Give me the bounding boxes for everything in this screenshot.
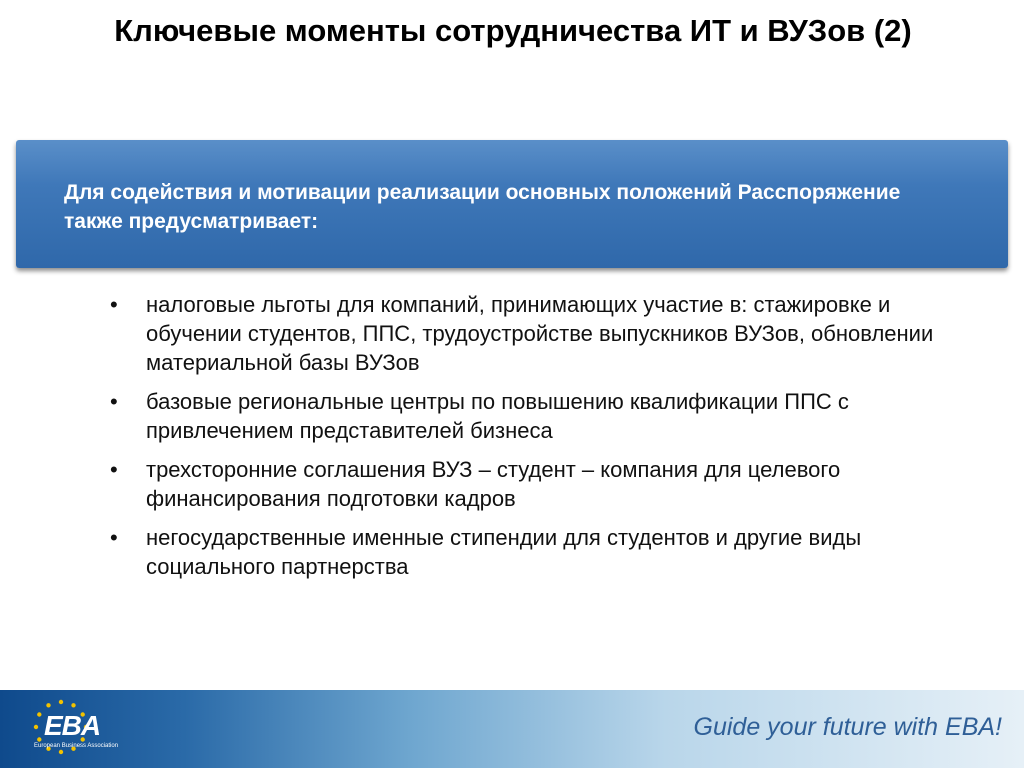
bullet-text: базовые региональные центры по повышению квалификации ППС с привлечением представителей бизнеса [146, 389, 849, 443]
bullet-item-2 [110, 387, 960, 445]
bullet-text: негосударственные именные стипендии для студентов и другие виды социального партнерства [146, 525, 862, 579]
banner-text: Для содействия и мотивации реализации основных положений Расспоряжение также предусматривает: [64, 181, 901, 233]
bullet-dot-icon: • [110, 457, 118, 482]
bullet-dot-icon: • [110, 525, 118, 550]
bullet-item-3 [110, 455, 960, 513]
bullet-dot-icon: • [110, 389, 118, 414]
bullet-text: трехсторонние соглашения ВУЗ – студент – компания для целевого финансирования подготовки кадров [146, 457, 841, 511]
bullet-text: налоговые льготы для компаний, принимающих участие в: стажировке и обучении студентов, ППС, трудоустройстве выпускников ВУЗов, обновлении материальной базы ВУЗов [146, 292, 934, 375]
bullet-item-4 [110, 523, 960, 581]
eba-logo [30, 696, 120, 758]
footer-tagline: Guide your future with EBA! [693, 713, 1002, 741]
bullet-item-1 [110, 290, 960, 377]
slide-title: Ключевые моменты сотрудничества ИТ и ВУЗов (2) [114, 13, 912, 48]
bullet-list [110, 290, 960, 591]
logo-subtext: European Business Association [34, 743, 119, 749]
footer-bar [0, 690, 1024, 768]
bullet-dot-icon: • [110, 292, 118, 317]
logo-text: EBA [44, 710, 101, 741]
intro-banner [16, 140, 1008, 268]
